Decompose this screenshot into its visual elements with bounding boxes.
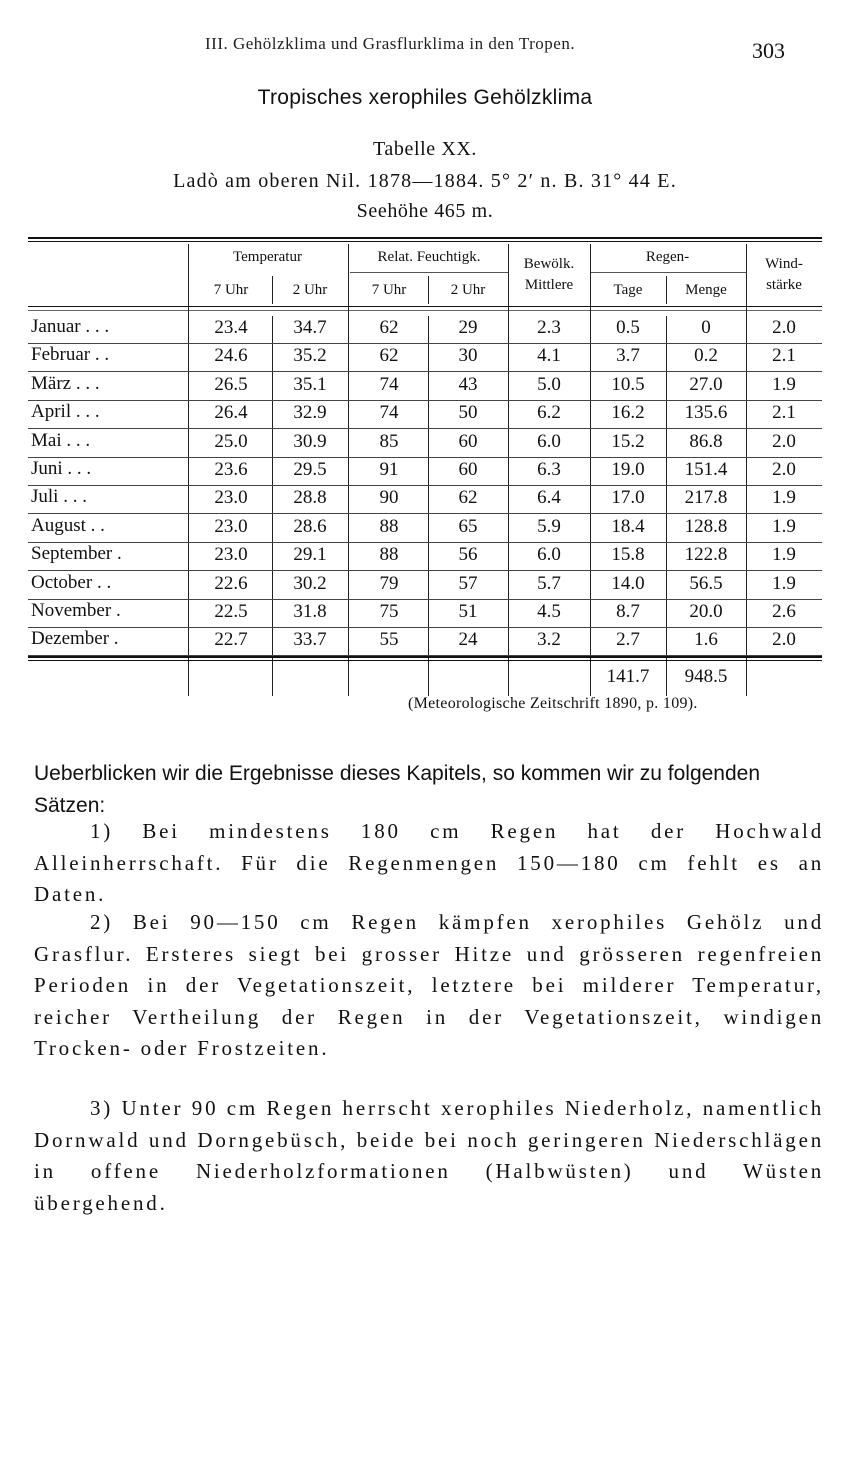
cell-menge: 1.6 bbox=[694, 629, 718, 651]
cell-f7: 62 bbox=[379, 317, 399, 338]
header-regen-menge: Menge bbox=[685, 282, 727, 298]
table-row bbox=[28, 572, 822, 600]
cell-menge: 20.0 bbox=[689, 601, 723, 622]
cell-wind: 1.9 bbox=[772, 373, 796, 395]
month-cell: Dezember . bbox=[31, 628, 119, 650]
header-regen: Regen- bbox=[645, 249, 690, 265]
header-bewoelkung: Bewölk. bbox=[523, 256, 575, 272]
cell-wind: 2.0 bbox=[772, 459, 796, 480]
cell-bew: 2.3 bbox=[537, 317, 561, 338]
cell-wind: 1.9 bbox=[772, 515, 796, 537]
cell-menge: 86.8 bbox=[689, 430, 723, 452]
cell-f7: 75 bbox=[379, 601, 399, 622]
cell-wind: 2.0 bbox=[772, 629, 796, 651]
cell-tage: 0.5 bbox=[616, 317, 640, 338]
header-bew-mittlere: Mittlere bbox=[524, 277, 574, 293]
conclusion-3 bbox=[34, 1093, 824, 1219]
cell-f7: 62 bbox=[379, 345, 399, 367]
cell-bew: 6.0 bbox=[537, 544, 561, 566]
cell-f2: 60 bbox=[458, 459, 478, 480]
cell-tage: 15.2 bbox=[611, 430, 645, 452]
header-bottom-rule bbox=[28, 306, 822, 307]
table-row bbox=[28, 344, 822, 372]
cell-tage: 3.7 bbox=[616, 345, 640, 367]
cell-t7: 24.6 bbox=[214, 345, 248, 367]
cell-f7: 55 bbox=[379, 629, 399, 651]
header-bottom-rule-2 bbox=[28, 310, 822, 311]
cell-wind: 1.9 bbox=[772, 544, 796, 566]
month-cell: Mai . . . bbox=[31, 429, 91, 451]
cell-tage: 2.7 bbox=[616, 629, 640, 651]
cell-t7: 23.0 bbox=[214, 544, 248, 566]
cell-t2: 30.9 bbox=[293, 430, 327, 452]
month-cell: August . . bbox=[31, 514, 105, 536]
conclusion-3-text: 3) Unter 90 cm Regen herrscht xerophiles Niederholz, namentlich Dornwald und Dorngebüsch, beide bei noch geringeren Niederschlägen in offene Niederholzformationen (Halbwüsten) und Wüsten übergehend. bbox=[34, 1096, 824, 1215]
cell-t2: 32.9 bbox=[293, 402, 327, 424]
cell-menge: 151.4 bbox=[684, 459, 728, 480]
cell-t2: 30.2 bbox=[293, 572, 327, 594]
cell-tage: 16.2 bbox=[611, 402, 645, 424]
cell-menge: 27.0 bbox=[689, 373, 723, 395]
cell-menge: 135.6 bbox=[684, 402, 728, 424]
cell-tage: 8.7 bbox=[616, 601, 640, 622]
page-number: 303 bbox=[752, 38, 785, 63]
cell-wind: 2.0 bbox=[772, 317, 796, 338]
header-temp-7: 7 Uhr bbox=[213, 282, 249, 298]
cell-t2: 28.6 bbox=[293, 515, 327, 537]
total-regen-tage: 141.7 bbox=[606, 666, 650, 687]
table-row bbox=[28, 486, 822, 514]
cell-bew: 4.5 bbox=[537, 601, 561, 622]
col-divider bbox=[272, 276, 273, 304]
cell-t7: 26.5 bbox=[214, 373, 248, 395]
cell-f7: 79 bbox=[379, 572, 399, 594]
running-head-text: III. Gehölzklima und Grasflurklima in den Tropen. bbox=[205, 34, 576, 53]
cell-bew: 3.2 bbox=[537, 629, 561, 651]
header-feuchtigkeit: Relat. Feuchtigk. bbox=[377, 249, 481, 265]
month-cell: October . . bbox=[31, 571, 112, 593]
month-cell: November . bbox=[31, 600, 121, 621]
cell-t7: 23.0 bbox=[214, 515, 248, 537]
cell-f7: 74 bbox=[379, 373, 399, 395]
cell-tage: 15.8 bbox=[611, 544, 645, 566]
feucht-split-rule bbox=[350, 272, 508, 273]
cell-f7: 74 bbox=[379, 402, 399, 424]
cell-menge: 0.2 bbox=[694, 345, 718, 367]
conclusion-2-text: 2) Bei 90—150 cm Regen kämpfen xerophiles Gehölz und Grasflur. Ersteres siegt bei grosser Hitze und grösseren regenfreien Perioden in der Vegetationszeit, letztere bei milderer Temperatur, reicher Vertheilung der Regen in der Vegetationszeit, windigen Trocken- oder Frostzeiten. bbox=[34, 910, 824, 1060]
month-cell: März . . . bbox=[31, 372, 100, 394]
cell-f7: 90 bbox=[379, 487, 399, 509]
table-top-rule-thin bbox=[28, 241, 822, 242]
table-row bbox=[28, 628, 822, 656]
cell-menge: 56.5 bbox=[689, 572, 723, 594]
table-row bbox=[28, 316, 822, 344]
cell-menge: 122.8 bbox=[684, 544, 728, 566]
cell-t7: 23.6 bbox=[214, 459, 248, 480]
cell-tage: 14.0 bbox=[611, 572, 645, 594]
cell-f2: 57 bbox=[458, 572, 478, 594]
table-row bbox=[28, 458, 822, 486]
cell-tage: 19.0 bbox=[611, 459, 645, 480]
header-temperatur: Temperatur bbox=[233, 249, 302, 265]
month-cell: Januar . . . bbox=[31, 316, 110, 337]
header-windstaerke: stärke bbox=[766, 277, 802, 293]
header-temp-2: 2 Uhr bbox=[292, 282, 328, 298]
cell-bew: 6.2 bbox=[537, 402, 561, 424]
cell-t7: 23.0 bbox=[214, 487, 248, 509]
month-cell: April . . . bbox=[31, 401, 100, 423]
total-regen-menge: 948.5 bbox=[684, 666, 728, 687]
location-line: Ladò am oberen Nil. 1878—1884. 5° 2′ n. B. 31° 44 E. bbox=[173, 170, 677, 192]
header-feucht-7: 7 Uhr bbox=[371, 282, 407, 298]
cell-f7: 88 bbox=[379, 515, 399, 537]
cell-f2: 30 bbox=[458, 345, 478, 367]
cell-f7: 88 bbox=[379, 544, 399, 566]
cell-bew: 4.1 bbox=[537, 345, 561, 367]
regen-split-rule bbox=[590, 272, 746, 273]
cell-t7: 23.4 bbox=[214, 317, 248, 338]
col-divider bbox=[666, 276, 667, 304]
conclusion-2 bbox=[34, 907, 824, 1065]
cell-bew: 6.0 bbox=[537, 430, 561, 452]
table-row bbox=[28, 543, 822, 571]
table-bottom-rule bbox=[28, 656, 822, 658]
cell-t2: 31.8 bbox=[293, 601, 327, 622]
month-cell: Juni . . . bbox=[31, 458, 92, 479]
table-row bbox=[28, 401, 822, 429]
cell-t2: 35.1 bbox=[293, 373, 327, 395]
cell-t2: 28.8 bbox=[293, 487, 327, 509]
cell-wind: 2.0 bbox=[772, 430, 796, 452]
cell-f7: 85 bbox=[379, 430, 399, 452]
elevation-line: Seehöhe 465 m. bbox=[356, 200, 494, 222]
conclusion-1-text: 1) Bei mindestens 180 cm Regen hat der Hochwald Alleinherrschaft. Für die Regenmengen 150—180 cm fehlt es an Daten. bbox=[34, 819, 824, 906]
cell-t2: 35.2 bbox=[293, 345, 327, 367]
table-source: (Meteorologische Zeitschrift 1890, p. 109). bbox=[408, 695, 698, 712]
table-row bbox=[28, 515, 822, 543]
col-divider bbox=[428, 276, 429, 304]
header-regen-tage: Tage bbox=[613, 282, 643, 298]
cell-t7: 26.4 bbox=[214, 402, 248, 424]
cell-bew: 6.3 bbox=[537, 459, 561, 480]
cell-bew: 5.9 bbox=[537, 515, 561, 537]
table-top-rule bbox=[28, 237, 822, 239]
table-bottom-rule-thin bbox=[28, 660, 822, 661]
month-cell: September . bbox=[31, 543, 122, 565]
table-row bbox=[28, 600, 822, 628]
cell-wind: 1.9 bbox=[772, 572, 796, 594]
conclusion-1 bbox=[34, 816, 824, 911]
cell-wind: 2.1 bbox=[772, 402, 796, 424]
cell-bew: 6.4 bbox=[537, 487, 561, 509]
cell-t2: 29.5 bbox=[293, 459, 327, 480]
cell-t7: 25.0 bbox=[214, 430, 248, 452]
cell-bew: 5.7 bbox=[537, 572, 561, 594]
table-row bbox=[28, 373, 822, 401]
cell-menge: 0 bbox=[701, 317, 711, 338]
cell-f2: 29 bbox=[458, 317, 478, 338]
cell-t2: 33.7 bbox=[293, 629, 327, 651]
table-row bbox=[28, 430, 822, 458]
cell-f2: 56 bbox=[458, 544, 478, 566]
cell-t2: 34.7 bbox=[293, 317, 327, 338]
cell-f2: 65 bbox=[458, 515, 478, 537]
cell-f7: 91 bbox=[379, 459, 399, 480]
cell-t7: 22.5 bbox=[214, 601, 248, 622]
month-cell: Juli . . . bbox=[31, 486, 87, 508]
cell-t7: 22.6 bbox=[214, 572, 248, 594]
cell-t7: 22.7 bbox=[214, 629, 248, 651]
cell-f2: 62 bbox=[458, 487, 478, 509]
cell-tage: 10.5 bbox=[611, 373, 645, 395]
month-cell: Februar . . bbox=[31, 344, 110, 366]
cell-f2: 51 bbox=[458, 601, 478, 622]
cell-tage: 17.0 bbox=[611, 487, 645, 509]
cell-f2: 50 bbox=[458, 402, 478, 424]
intro-paragraph: Ueberblicken wir die Ergebnisse dieses Kapitels, so kommen wir zu folgenden Sätzen: bbox=[34, 762, 761, 817]
header-feucht-2: 2 Uhr bbox=[450, 282, 486, 298]
cell-t2: 29.1 bbox=[293, 544, 327, 566]
cell-menge: 217.8 bbox=[684, 487, 728, 509]
cell-wind: 1.9 bbox=[772, 487, 796, 509]
cell-f2: 60 bbox=[458, 430, 478, 452]
table-caption: Tabelle XX. bbox=[372, 138, 478, 160]
cell-f2: 24 bbox=[458, 629, 478, 651]
cell-menge: 128.8 bbox=[684, 515, 728, 537]
cell-bew: 5.0 bbox=[537, 373, 561, 395]
cell-tage: 18.4 bbox=[611, 515, 645, 537]
header-wind: Wind- bbox=[765, 256, 803, 272]
cell-wind: 2.6 bbox=[772, 601, 796, 622]
cell-f2: 43 bbox=[458, 373, 478, 395]
cell-wind: 2.1 bbox=[772, 345, 796, 367]
page-title: Tropisches xerophiles Gehölzklima bbox=[257, 86, 593, 109]
